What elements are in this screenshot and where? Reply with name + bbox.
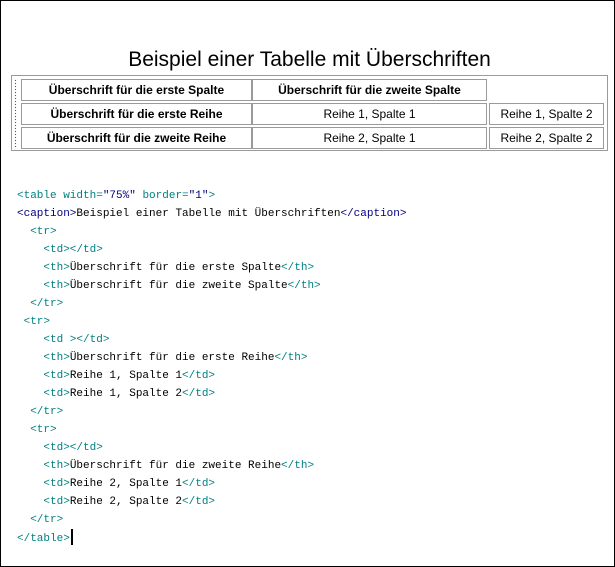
code-text: Überschrift für die erste Spalte: [69, 262, 282, 274]
code-tag: <td></td>: [43, 442, 103, 454]
code-text: [17, 262, 43, 274]
code-tag: </table>: [17, 533, 70, 545]
code-line[interactable]: [17, 262, 314, 274]
code-tag: <th>: [43, 352, 70, 364]
code-text: [17, 298, 30, 310]
code-text: [17, 370, 43, 382]
code-line[interactable]: [17, 424, 57, 436]
code-text: [17, 352, 43, 364]
code-line[interactable]: [17, 478, 215, 490]
preview-table[interactable]: [11, 75, 608, 151]
row-header-first[interactable]: Überschrift für die erste Reihe: [21, 103, 252, 125]
code-text: [17, 316, 24, 328]
code-text: [17, 514, 30, 526]
code-tag: </tr>: [30, 406, 64, 418]
code-tag: <tr>: [30, 226, 57, 238]
code-text: [17, 478, 43, 490]
code-line[interactable]: [17, 388, 215, 400]
code-text: Überschrift für die zweite Spalte: [69, 280, 288, 292]
code-tag: </td>: [182, 496, 216, 508]
code-tag: <td>: [43, 478, 70, 490]
table-cell-r1c1[interactable]: Reihe 1, Spalte 1: [252, 103, 487, 125]
code-text: [17, 244, 43, 256]
code-tag: <tr>: [23, 316, 51, 328]
code-text: Reihe 1, Spalte 1: [69, 370, 183, 382]
code-tag: </th>: [287, 280, 321, 292]
code-text: [17, 280, 43, 292]
code-text: [17, 460, 43, 472]
code-tag: <th>: [43, 262, 70, 274]
table-caption: Beispiel einer Tabelle mit Überschriften: [128, 48, 491, 71]
code-text: [17, 496, 43, 508]
code-tag: <td>: [43, 370, 70, 382]
code-text: Überschrift für die zweite Reihe: [69, 460, 282, 472]
code-line[interactable]: [17, 226, 57, 238]
code-tag: </td>: [182, 478, 216, 490]
code-tag: </tr>: [30, 298, 64, 310]
code-text: Beispiel einer Tabelle mit Überschriften: [76, 208, 341, 220]
code-text: [17, 424, 30, 436]
code-line[interactable]: [17, 460, 314, 472]
code-text: [17, 442, 43, 454]
code-line[interactable]: [17, 514, 63, 526]
code-tag: </td>: [182, 370, 216, 382]
code-text: Reihe 1, Spalte 2: [69, 388, 183, 400]
code-line[interactable]: [17, 442, 103, 454]
code-tag: </caption>: [340, 208, 407, 220]
code-tag: </th>: [281, 460, 315, 472]
code-line[interactable]: [17, 334, 109, 346]
code-line[interactable]: [17, 370, 215, 382]
column-header-first[interactable]: Überschrift für die erste Spalte: [21, 79, 252, 101]
code-tag: <th>: [43, 280, 70, 292]
code-tag: <td>: [43, 496, 70, 508]
code-line[interactable]: [17, 316, 50, 328]
code-line[interactable]: [17, 406, 63, 418]
code-line[interactable]: [17, 298, 63, 310]
code-tag: <td></td>: [43, 244, 103, 256]
text-cursor: [71, 529, 73, 545]
table-cell-r2c2[interactable]: Reihe 2, Spalte 2: [489, 127, 604, 149]
code-line[interactable]: [17, 496, 215, 508]
code-text: [17, 406, 30, 418]
code-text: [17, 388, 43, 400]
code-line[interactable]: [17, 533, 73, 545]
column-header-second[interactable]: Überschrift für die zweite Spalte: [252, 79, 487, 101]
code-tag: >: [208, 190, 216, 202]
code-attribute-value: "75%": [102, 190, 136, 202]
code-tag: <caption>: [17, 208, 77, 220]
html-source-editor[interactable]: [17, 187, 406, 548]
code-tag: <td>: [43, 388, 70, 400]
code-tag: <table width=: [17, 190, 103, 202]
table-drag-handle[interactable]: [14, 79, 17, 147]
code-tag: <td ></td>: [43, 334, 110, 346]
code-tag: </th>: [281, 262, 315, 274]
code-text: Überschrift für die erste Reihe: [69, 352, 275, 364]
code-attribute-value: "1": [188, 190, 209, 202]
code-line[interactable]: [17, 208, 406, 220]
code-tag: <tr>: [30, 424, 57, 436]
code-line[interactable]: [17, 280, 321, 292]
table-cell-r2c1[interactable]: Reihe 2, Spalte 1: [252, 127, 487, 149]
code-line[interactable]: [17, 190, 215, 202]
code-line[interactable]: [17, 352, 307, 364]
table-cell-r1c2[interactable]: Reihe 1, Spalte 2: [489, 103, 604, 125]
code-line[interactable]: [17, 244, 103, 256]
code-tag: </th>: [274, 352, 308, 364]
code-text: [17, 334, 43, 346]
code-text: Reihe 2, Spalte 2: [69, 496, 183, 508]
code-tag: border=: [135, 190, 189, 202]
code-tag: </tr>: [30, 514, 64, 526]
code-tag: <th>: [43, 460, 70, 472]
code-text: [17, 226, 30, 238]
code-text: Reihe 2, Spalte 1: [69, 478, 183, 490]
code-tag: </td>: [182, 388, 216, 400]
row-header-second[interactable]: Überschrift für die zweite Reihe: [21, 127, 252, 149]
